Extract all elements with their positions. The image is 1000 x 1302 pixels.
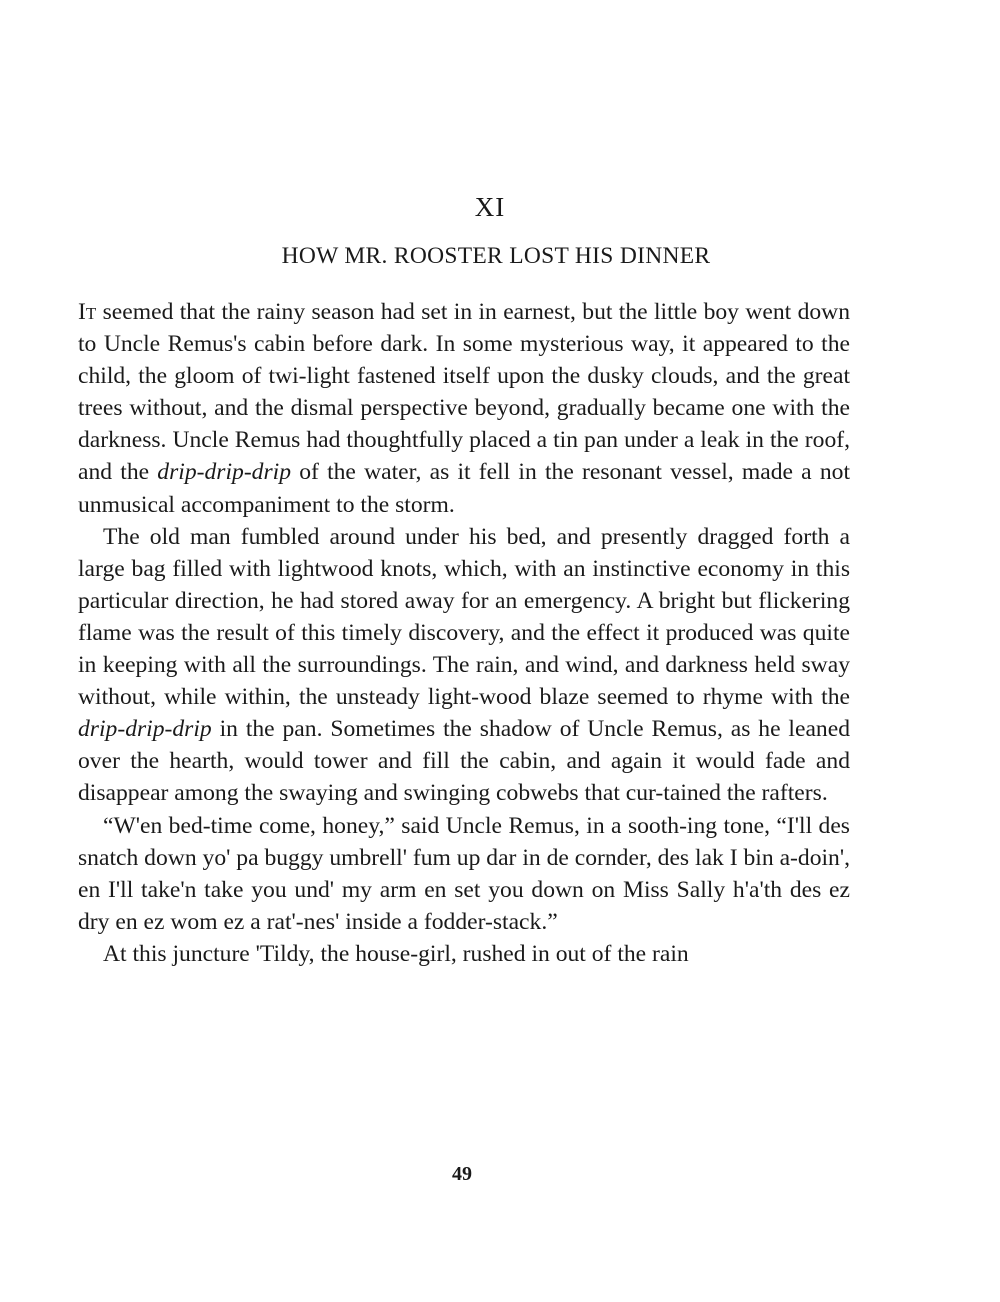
paragraph-3: [78, 810, 850, 938]
chapter-body: [78, 296, 850, 970]
italic-phrase: drip-drip-drip: [78, 716, 212, 743]
paragraph-text: in the pan. Sometimes the shadow of Uncle Remus, as he leaned over the hearth, would tower and fill the cabin, and again it would fade and disappear among the swaying and swinging cobwebs that cur-tained the rafters.: [78, 716, 850, 807]
paragraph-text: of the water, as it fell in the resonant vessel, made a not unmusical accompaniment to the storm.: [78, 459, 851, 518]
paragraph-1: [78, 296, 850, 521]
paragraph-text: The old man fumbled around under his bed, and presently dragged forth a large bag filled with lightwood knots, which, with an instinctive economy in this particular direction, he had stored away for an emergency. A bright but flickering flame was the result of this timely discovery, and the effect it produced was quite in keeping with all the surroundings. The rain, and wind, and darkness held sway without, while within, the unsteady light-wood blaze seemed to rhyme with the: [78, 523, 850, 711]
paragraph-text: At this juncture 'Tildy, the house-girl, rushed in out of the rain: [103, 940, 689, 967]
drop-word: It: [78, 299, 97, 325]
page-number: 49: [452, 1163, 472, 1185]
chapter-number: XI: [474, 192, 506, 222]
paragraph-2: [78, 521, 850, 810]
italic-phrase: drip-drip-drip: [157, 459, 292, 486]
chapter-title: HOW MR. ROOSTER LOST HIS DINNER: [281, 243, 711, 269]
paragraph-text: “W'en bed-time come, honey,” said Uncle Remus, in a sooth-ing tone, “I'll des snatch down yo' pa buggy umbrell' fum up dar in de cornder, des lak I bin a-doin', en I'll take'n take you und' my arm en set you down on Miss Sally h'a'th des ez dry en ez wom ez a rat'-nes' inside a fodder-stack.”: [78, 812, 850, 935]
paragraph-text: seemed that the rainy season had set in in earnest, but the little boy went down to Uncle Remus's cabin before dark. In some mysterious way, it appeared to the child, the gloom of twi-light fastened itself upon the dusky clouds, and the great trees without, and the dismal perspective beyond, gradually became one with the darkness. Uncle Remus had thoughtfully placed a tin pan under a leak in the roof, and the: [78, 299, 850, 486]
paragraph-4: [78, 938, 850, 970]
